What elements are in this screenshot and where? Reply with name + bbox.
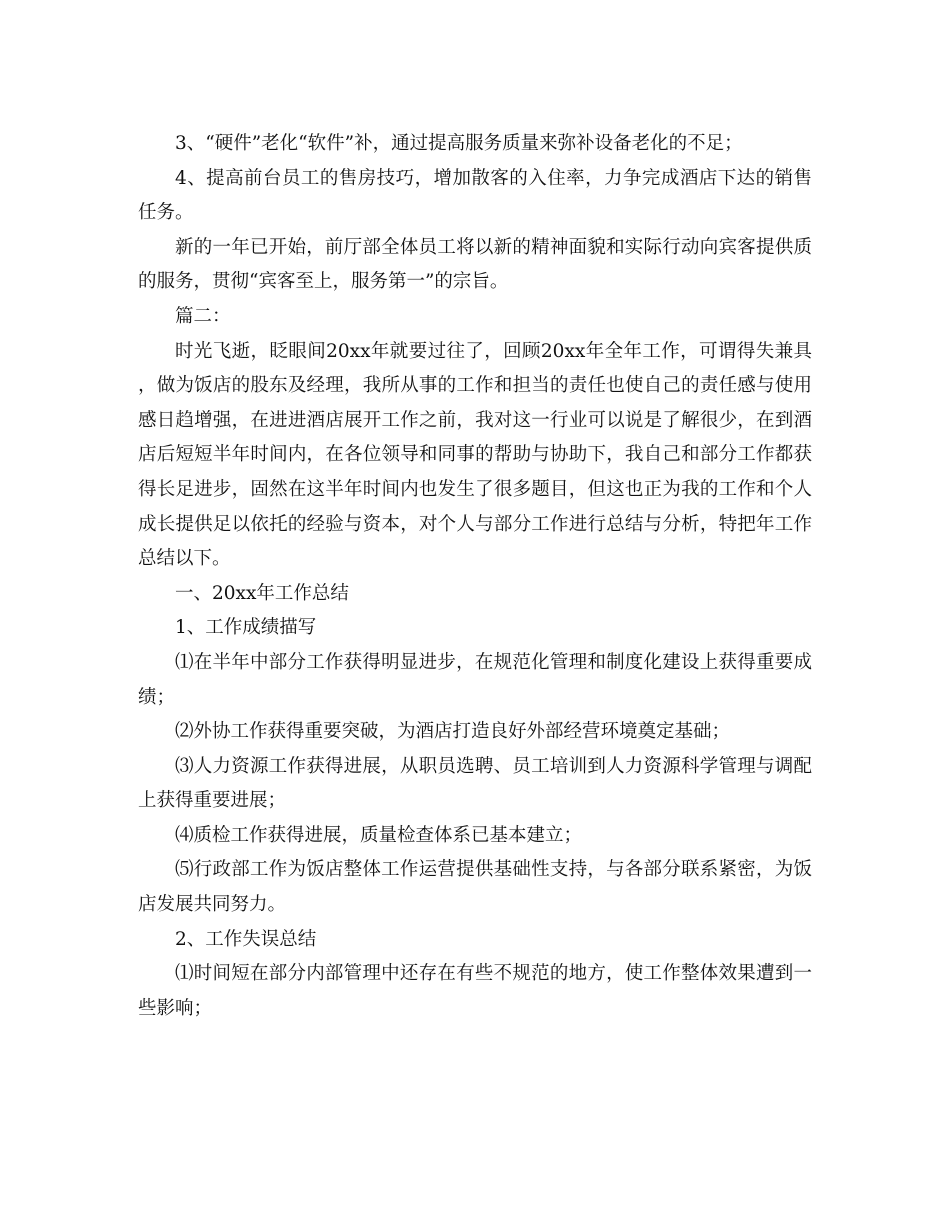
document-body <box>138 127 812 1026</box>
list-item: ⑵外协工作获得重要突破，为酒店打造良好外部经营环境奠定基础； <box>175 721 731 743</box>
paragraph: 4、提高前台员工的售房技巧，增加散客的入住率，力争完成酒店下达的销售任务。 <box>138 167 812 224</box>
list-item: ⑴在半年中部分工作获得明显进步，在规范化管理和制度化建设上获得重要成绩； <box>138 651 812 708</box>
paragraph: 3、“硬件”老化“软件”补，通过提高服务质量来弥补设备老化的不足； <box>175 133 743 154</box>
paragraph: 时光飞逝，眨眼间20xx年就要过往了，回顾20xx年全年工作，可谓得失兼具，做为饭店的股东及经理，我所从事的工作和担当的责任也使自己的责任感与使用感日趋增强，在进进酒店展开工作之前，我对这一行业可以说是了解很少，在到酒店后短短半年时间内，在各位领导和同事的帮助与协助下，我自己和部分工作都获得长足进步，固然在这半年时间内也发生了很多题目，但这也正为我的工作和个人成长提供足以依托的经验与资本，对个人与部分工作进行总结与分析，特把年工作总结以下。 <box>138 340 812 570</box>
section-heading: 篇二： <box>175 305 231 327</box>
paragraph: 新的一年已开始，前厅部全体员工将以新的精神面貌和实际行动向宾客提供质的服务，贯彻“宾客至上，服务第一”的宗旨。 <box>138 236 812 293</box>
list-item: ⑷质检工作获得进展，质量检查体系已基本建立； <box>175 824 583 846</box>
section-heading: 一、20xx年工作总结 <box>175 582 349 604</box>
subsection-heading: 2、工作失误总结 <box>175 928 317 950</box>
list-item: ⑴时间短在部分内部管理中还存在有些不规范的地方，使工作整体效果遭到一些影响； <box>138 963 812 1019</box>
subsection-heading: 1、工作成绩描写 <box>175 617 317 639</box>
list-item: ⑶人力资源工作获得进展，从职员选聘、员工培训到人力资源科学管理与调配上获得重要进展； <box>138 755 812 812</box>
list-item: ⑸行政部工作为饭店整体工作运营提供基础性支持，与各部分联系紧密，为饭店发展共同努力。 <box>138 859 812 916</box>
